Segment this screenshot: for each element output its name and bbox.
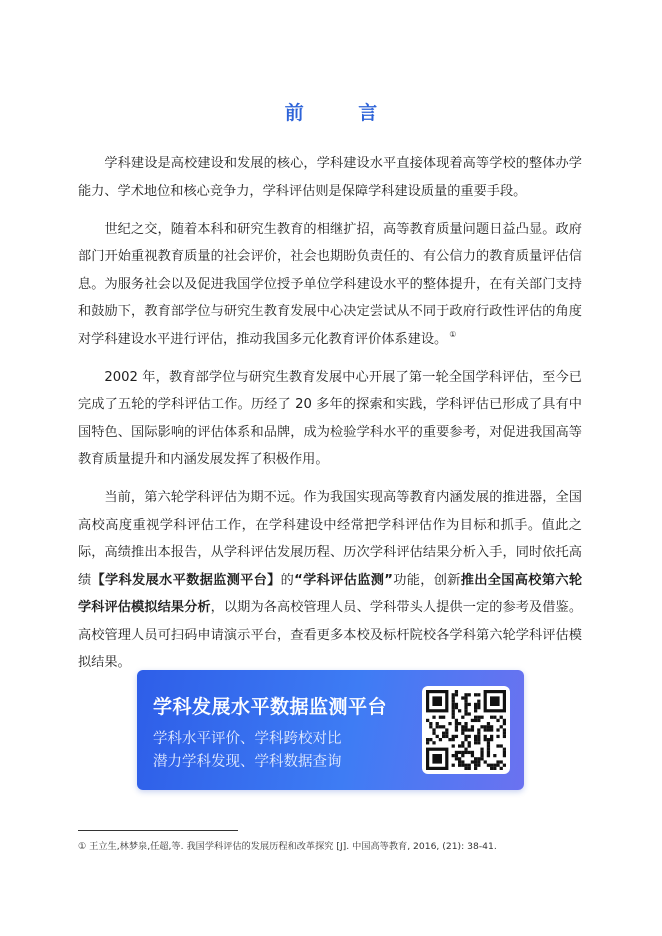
banner-title: 学科发展水平数据监测平台 bbox=[153, 696, 388, 718]
footnote-divider bbox=[78, 830, 238, 831]
paragraph bbox=[78, 216, 582, 354]
paragraph-text: 功能，创新 bbox=[392, 572, 461, 588]
footnote: ① 王立生,林梦泉,任超,等. 我国学科评估的发展历程和改革探究 [J]. 中国高等教育, 2016, (21): 38-41. bbox=[78, 841, 497, 852]
body-text bbox=[78, 150, 582, 687]
paragraph-text: 2002 年，教育部学位与研究生教育发展中心开展了第一轮全国学科评估，至今已完成了五轮的学科评估工作。历经了 20 多年的探索和实践，学科评估已形成了具有中国特色、国际影响的评估体系和品牌，成为检验学科水平的重要参考，对促进我国高等教育质量提升和内涵发展发挥了积极作用。 bbox=[78, 369, 582, 467]
paragraph bbox=[78, 364, 582, 474]
platform-banner[interactable] bbox=[137, 670, 524, 790]
paragraph-text: ，以期为各高校管理人员、学科带头人提供一定的参考及借鉴。高校管理人员可扫码申请演示平台，查看更多本校及标杆院校各学科第六轮学科评估模拟结果。 bbox=[78, 600, 583, 670]
paragraph-text: 学科建设是高校建设和发展的核心，学科建设水平直接体现着高等学校的整体办学能力、学术地位和核心竞争力，学科评估则是保障学科建设质量的重要手段。 bbox=[78, 156, 582, 199]
qr-code-icon[interactable] bbox=[422, 686, 510, 774]
paragraph-text: 当前，第六轮学科评估为期不远。作为我国实现高等教育内涵发展的推进器，全国高校高度重视学科评估工作，在学科建设中经常把学科评估作为目标和抓手。值此之际，高绩推出本报告，从学科评估发展历程、历次学科评估结果分析入手，同时依托高绩 bbox=[78, 490, 582, 588]
bold-text: 推出全国高校第六轮学科评估模拟结果分析 bbox=[78, 572, 583, 615]
bold-text: “学科评估监测” bbox=[294, 572, 393, 588]
page-title: 前 言 bbox=[284, 102, 402, 124]
paragraph bbox=[78, 150, 582, 205]
banner-feature-line-1: 学科水平评价、学科跨校对比 bbox=[153, 731, 342, 747]
paragraph bbox=[78, 484, 582, 677]
footnote-reference: ① bbox=[449, 330, 457, 340]
qr-code-graphic bbox=[426, 690, 506, 770]
paragraph-text: 世纪之交，随着本科和研究生教育的相继扩招，高等教育质量问题日益凸显。政府部门开始重视教育质量的社会评价，社会也期盼负责任的、有公信力的教育质量评估信息。为服务社会以及促进我国学位授予单位学科建设水平的整体提升，在有关部门支持和鼓励下，教育部学位与研究生教育发展中心决定尝试从不同于政府行政性评估的角度对学科建设水平进行评估，推动我国多元化教育评价体系建设。 bbox=[78, 221, 582, 347]
banner-feature-line-2: 潜力学科发现、学科数据查询 bbox=[153, 754, 342, 770]
bold-text: 【学科发展水平数据监测平台】 bbox=[91, 572, 281, 588]
paragraph-text: 的 bbox=[280, 572, 295, 588]
